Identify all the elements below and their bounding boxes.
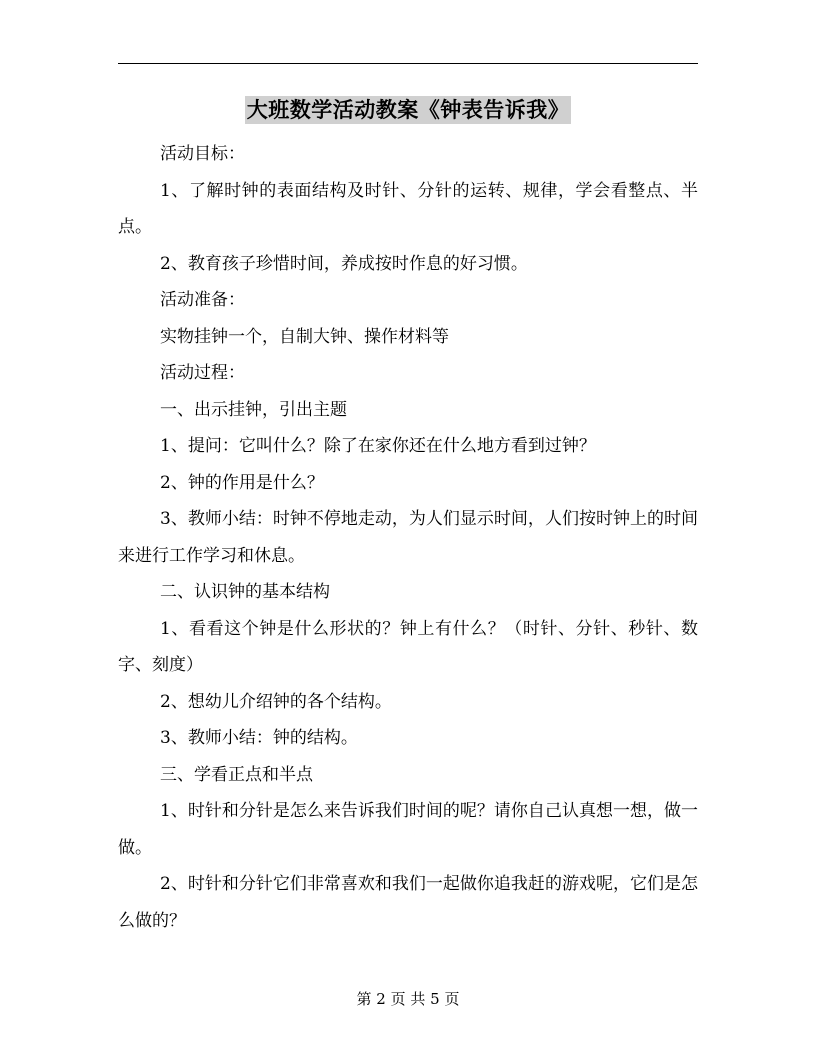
document-title: 大班数学活动教案《钟表告诉我》: [246, 97, 570, 122]
paragraph: 活动目标：: [160, 144, 245, 164]
paragraph: 3、教师小结：钟的结构。: [160, 728, 358, 748]
paragraph: 1、时针和分针是怎么来告诉我们时间的呢？请你自己认真想一想，做一做。: [118, 801, 698, 858]
paragraph: 活动过程：: [160, 363, 245, 383]
paragraph: 2、教育孩子珍惜时间，养成按时作息的好习惯。: [160, 253, 528, 274]
paragraph: 1、了解时钟的表面结构及时针、分针的运转、规律，学会看整点、半点。: [118, 180, 698, 237]
paragraph: 1、提问：它叫什么？除了在家你还在什么地方看到过钟？: [160, 436, 596, 456]
paragraph: 二、认识钟的基本结构: [160, 582, 330, 602]
paragraph: 三、学看正点和半点: [160, 764, 313, 785]
paragraph: 1、看看这个钟是什么形状的？钟上有什么？（时针、分针、秒针、数字、刻度）: [118, 618, 698, 675]
paragraph: 活动准备：: [160, 290, 245, 310]
page-number: 第 2 页 共 5 页: [356, 990, 460, 1008]
paragraph: 实物挂钟一个，自制大钟、操作材料等: [160, 326, 449, 347]
paragraph: 2、钟的作用是什么？: [160, 472, 324, 493]
paragraph: 2、时针和分针它们非常喜欢和我们一起做你追我赶的游戏呢，它们是怎么做的？: [118, 874, 698, 931]
header-rule: [118, 63, 698, 64]
paragraph: 一、出示挂钟，引出主题: [160, 399, 347, 420]
title-container: [0, 96, 816, 124]
paragraph: 3、教师小结：时钟不停地走动，为人们显示时间，人们按时钟上的时间来进行工作学习和休息。: [118, 509, 698, 566]
paragraph: 2、想幼儿介绍钟的各个结构。: [160, 691, 392, 712]
document-body: [118, 136, 698, 939]
